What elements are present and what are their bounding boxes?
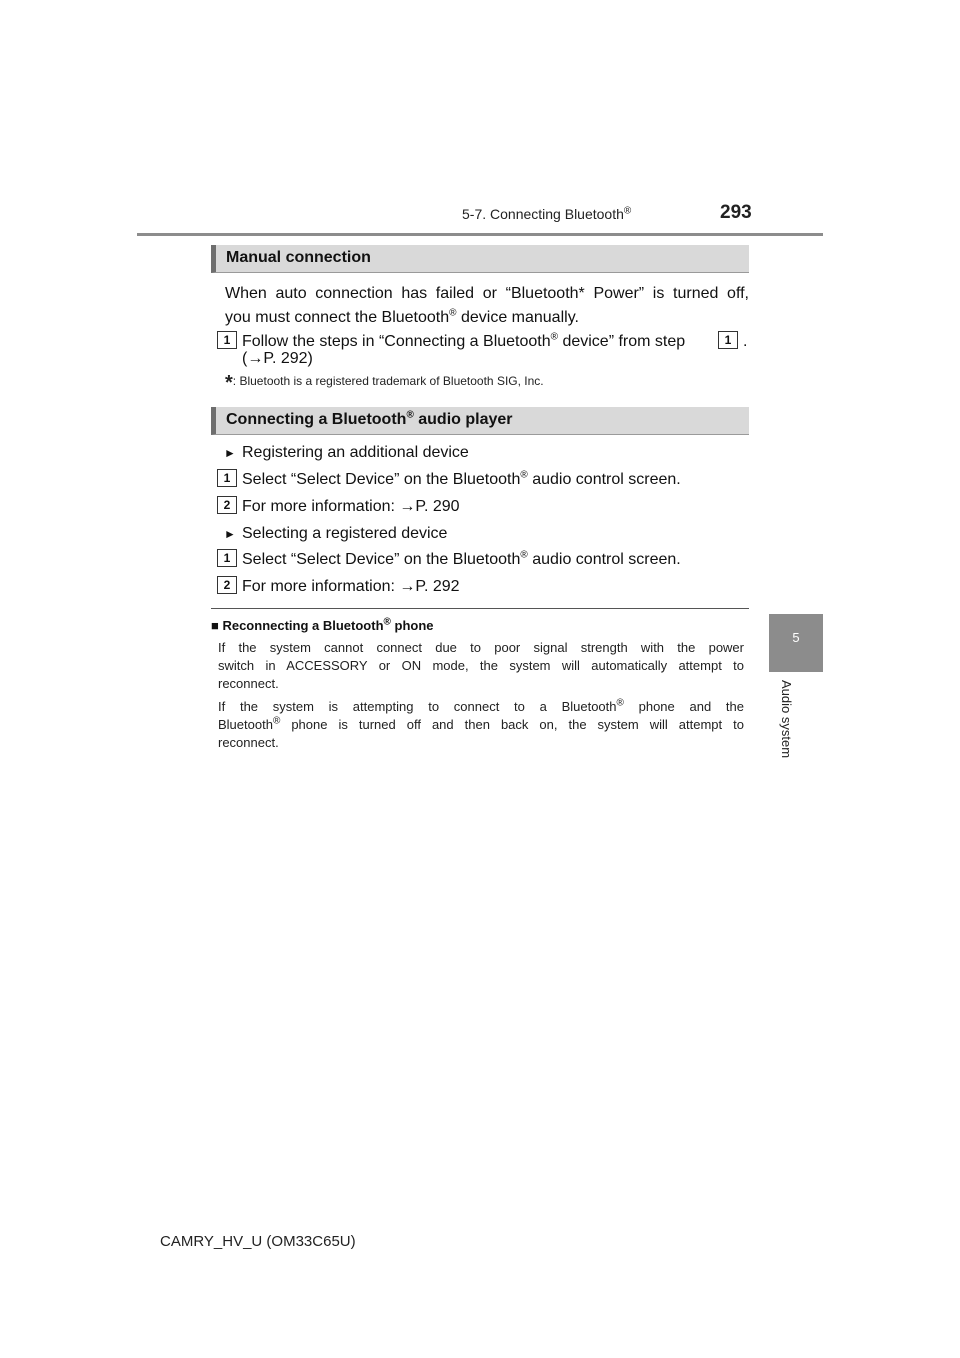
reconnect-p2-line2: Bluetooth® phone is turned off and then back on, the system will attempt to — [218, 715, 744, 732]
footnote-text: : Bluetooth is a registered trademark of Bluetooth SIG, Inc. — [232, 374, 544, 388]
section-heading — [462, 206, 631, 222]
reconnect-p1-line1: If the system cannot connect due to poor signal strength with the power — [218, 640, 744, 655]
step-number-box: 1 — [217, 331, 237, 349]
step-number-box: 2 — [217, 496, 237, 514]
step-reference-box: 1 — [718, 331, 738, 349]
triangle-bullet-icon: ► — [224, 446, 236, 460]
triangle-bullet-icon: ► — [224, 527, 236, 541]
manual-connection-heading — [211, 245, 749, 273]
footnote — [225, 372, 544, 395]
step-number-box: 1 — [217, 549, 237, 567]
select-step2-text: For more information: →P. 292 — [242, 578, 460, 595]
reconnect-p2-line1: If the system is attempting to connect to a Bluetooth® phone and the — [218, 697, 744, 714]
manual-connection-para-line1: When auto connection has failed or “Bluetooth* Power” is turned off, — [225, 285, 749, 302]
step-number-box: 1 — [217, 469, 237, 487]
reconnect-p1-line2: switch in ACCESSORY or ON mode, the system will automatically attempt to — [218, 658, 744, 673]
register-step1-text: Select “Select Device” on the Bluetooth® audio control screen. — [242, 469, 681, 488]
audio-player-heading — [211, 407, 749, 435]
chapter-tab-label — [776, 680, 796, 770]
header-rule — [137, 233, 823, 236]
register-step2-text: For more information: →P. 290 — [242, 498, 460, 515]
reconnect-p1-line3: reconnect. — [218, 676, 279, 691]
section-separator — [211, 608, 749, 609]
manual-connection-title: Manual connection — [226, 249, 371, 266]
select-step1-text: Select “Select Device” on the Bluetooth® audio control screen. — [242, 549, 681, 568]
footnote-mark: * — [225, 372, 233, 394]
manual-step1-text: Follow the steps in “Connecting a Bluetooth® device” from step — [242, 331, 686, 350]
chapter-tab-label-text: Audio system — [779, 680, 794, 759]
registered-mark: ® — [623, 205, 632, 217]
reconnect-p2-line3: reconnect. — [218, 735, 279, 750]
subheading-select: ► Selecting a registered device — [224, 522, 447, 546]
model-code: CAMRY_HV_U (OM33C65U) — [160, 1233, 356, 1250]
step-number-box: 2 — [217, 576, 237, 594]
subheading-register: ► Registering an additional device — [224, 441, 469, 465]
manual-step1-page-ref: (→P. 292) — [242, 350, 313, 367]
audio-player-title: Connecting a Bluetooth® audio player — [226, 409, 513, 428]
page-number: 293 — [720, 202, 752, 223]
section-heading-text: 5-7. Connecting Bluetooth — [462, 206, 624, 222]
manual-step1-period: . — [743, 333, 748, 350]
manual-connection-para-line2: you must connect the Bluetooth® device manually. — [225, 307, 579, 326]
reconnect-title: ■ Reconnecting a Bluetooth® phone — [211, 616, 434, 633]
chapter-tab-number: 5 — [792, 630, 800, 645]
